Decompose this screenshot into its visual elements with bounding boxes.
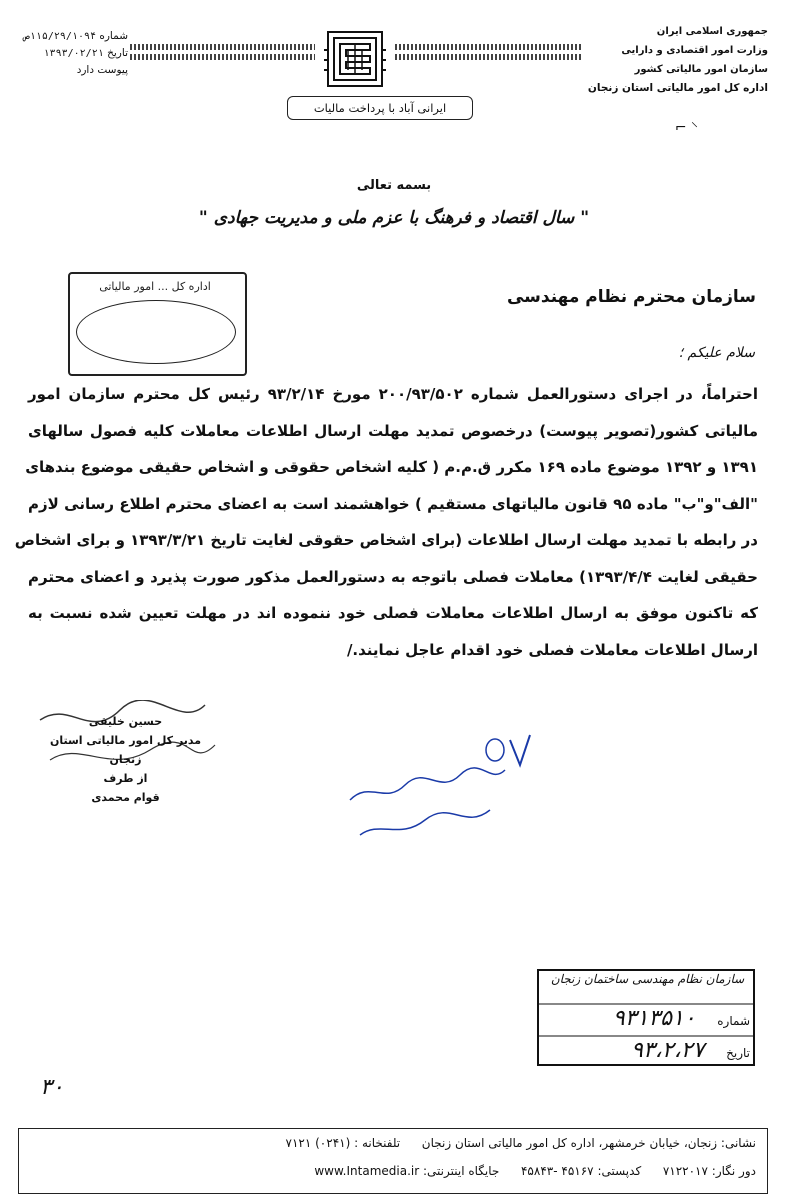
addressee-heading: سازمان محترم نظام مهندسی (506, 287, 756, 307)
receipt-date-row (545, 1038, 750, 1063)
footer-fax-label: دور نگار: (711, 1164, 756, 1178)
receipt-number-value: ۹۳۱۳۵۱۰ (612, 1006, 696, 1031)
receipt-date-value: ۹۳،۲،۲۷ (631, 1038, 705, 1063)
body-line: در رابطه با تمدید مهلت ارسال اطلاعات (برای اشخاص حقوقی لغایت تاریخ ۱۳۹۳/۳/۲۱ و برای اشخاص (14, 531, 758, 549)
letterhead-line-4: اداره کل امور مالیاتی استان زنجان (587, 82, 768, 94)
letter-date-value: ۱۳۹۳/۰۲/۲۱ (43, 48, 104, 59)
footer-postal: ۴۵۱۶۷ -۴۵۸۴۳ (520, 1164, 594, 1178)
receipt-number-label: شماره (717, 1014, 750, 1028)
letterhead-org-block (558, 22, 768, 98)
footer-website-link[interactable]: www.Intamedia.ir (314, 1164, 420, 1178)
bismillah-heading: بسمه تعالی (356, 178, 432, 193)
footer-phone-label: تلفنخانه : (354, 1136, 401, 1150)
letterhead-band-left (130, 44, 315, 60)
signatory-deputy: قوام محمدی (91, 791, 160, 804)
letter-number-row (18, 28, 128, 45)
letter-attachment-label: پیوست دارد (76, 64, 128, 76)
footer-website-label: جایگاه اینترنتی: (422, 1164, 500, 1178)
body-line: ارسال اطلاعات معاملات فصلی خود اقدام عاجل نمایند./ (346, 640, 758, 659)
footer-postal-label: کدپستی: (597, 1164, 642, 1178)
letter-meta-block (18, 28, 128, 79)
letterhead-line-2: وزارت امور اقتصادی و دارایی (621, 45, 768, 56)
footer-contact-line (36, 1164, 756, 1178)
incoming-stamp-oval (76, 300, 236, 364)
signature-block (38, 712, 213, 807)
signature-on-behalf: از طرف (103, 772, 148, 785)
signatory-name: حسین خلیقی (88, 715, 163, 728)
tax-slogan-box: ایرانی آباد با پرداخت مالیات (287, 96, 473, 120)
salutation-text: سلام علیکم ؛ (678, 345, 755, 361)
receipt-number-row (545, 1006, 750, 1031)
letter-date-row (18, 45, 128, 62)
incoming-stamp-text: اداره کل ... امور مالیاتی (99, 280, 211, 293)
body-line: حقیقی لغایت ۱۳۹۳/۴/۴) معاملات فصلی باتوجه به دستورالعمل مذکور صورت پذیرد و اعضای محترم (28, 567, 758, 586)
letter-number-label: شماره (99, 30, 128, 42)
footer-phone: (۰۲۴۱) ۷۱۲۱ (285, 1136, 351, 1150)
footer-address: زنجان، خیابان خرمشهر، اداره کل امور مالیاتی استان زنجان (421, 1136, 718, 1150)
letterhead-line-1: جمهوری اسلامی ایران (656, 26, 768, 37)
body-line: که تاکنون موفق به ارسال اطلاعات معاملات فصلی خود ننموده اند در مهلت تعیین شده نسبت به (28, 604, 758, 622)
body-line: ۱۳۹۱ و ۱۳۹۲ موضوع ماده ۱۶۹ مکرر ق.م.م ( کلیه اشخاص حقوقی و اشخاص حقیقی موضوع بندهای (25, 458, 758, 476)
page-number: ۳۰ (40, 1075, 64, 1100)
body-line: احتراماً، در اجرای دستورالعمل شماره ۲۰۰/۹۳/۵۰۲ مورخ ۹۳/۲/۱۴ رئیس کل محترم سازمان امور (28, 385, 758, 403)
letter-body (14, 376, 758, 668)
handwritten-note-icon (330, 725, 550, 855)
signatory-title: مدیر کل امور مالیاتی استان زنجان (49, 734, 202, 766)
footer-address-label: نشانی: (720, 1136, 756, 1150)
letterhead-line-3: سازمان امور مالیاتی کشور (634, 64, 768, 75)
footer-fax: ۷۱۲۲۰۱۷ (662, 1164, 708, 1178)
body-line: مالیاتی کشور(تصویر پیوست) درخصوص تمدید مهلت ارسال اطلاعات معاملات کلیه فصول سالهای (28, 421, 758, 440)
letter-date-label: تاریخ (107, 47, 128, 59)
tax-organization-emblem-icon (322, 30, 388, 88)
body-line: "الف"و"ب" ماده ۹۵ قانون مالیاتهای مستقیم ) خواهشمند است به اعضای محترم اطلاع رسانی لازم (28, 494, 758, 513)
receipt-org-name: سازمان نظام مهندسی ساختمان زنجان (550, 972, 745, 986)
footer-address-line (36, 1136, 756, 1150)
receipt-date-label: تاریخ (726, 1046, 750, 1060)
letterhead-band-right (395, 44, 583, 60)
year-motto-heading: " سال اقتصاد و فرهنگ با عزم ملی و مدیریت جهادی " (198, 208, 590, 228)
letter-number-value: ۱۱۵/۲۹/۱۰۹۴ص (23, 31, 97, 42)
ink-mark: ⌐ ⸌ (674, 120, 698, 136)
